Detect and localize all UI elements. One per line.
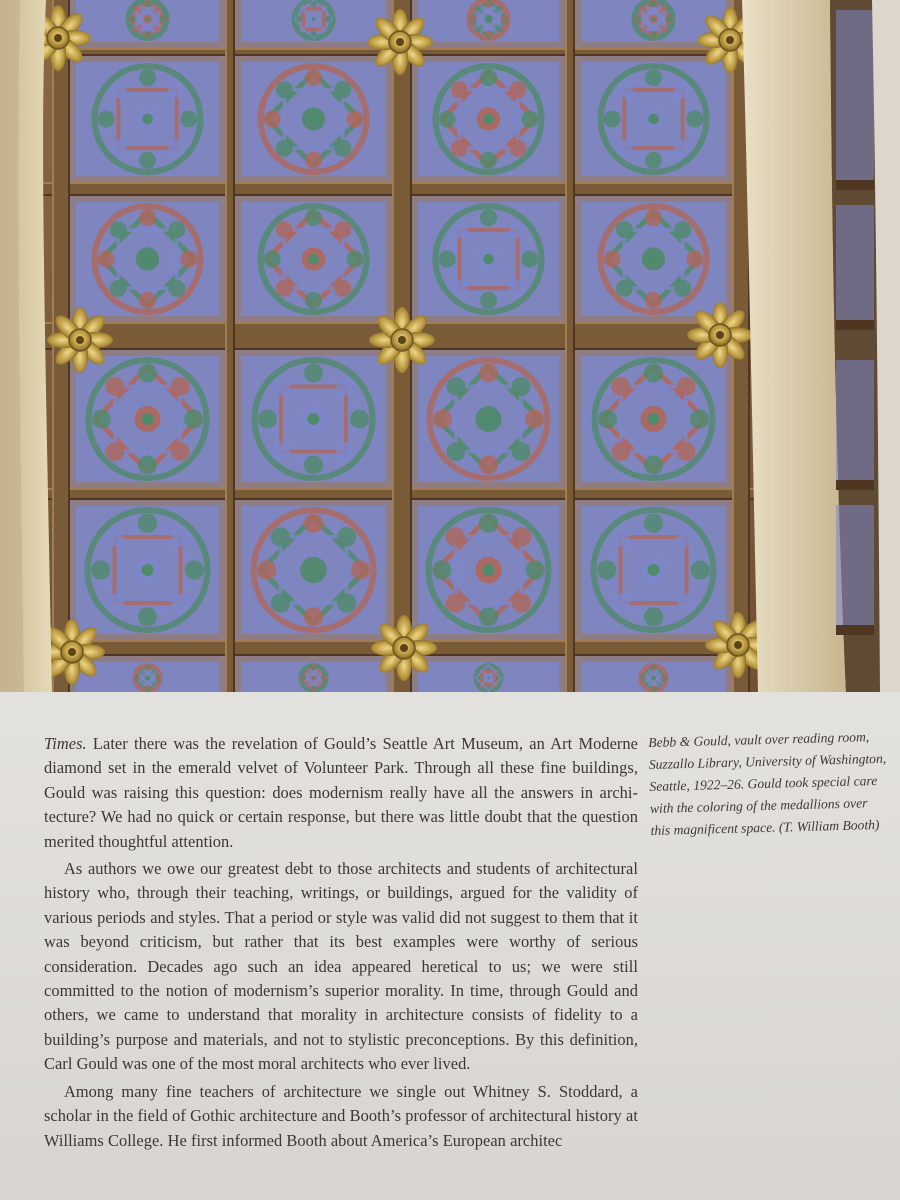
ceiling-panel	[575, 656, 732, 692]
body-paragraph-1	[44, 732, 638, 854]
ceiling-panel	[70, 196, 225, 322]
paragraph-1-text: Later there was the revelation of Gould’s Seattle Art Museum, an Art Moderne diamond set in the emerald velvet of Volunteer Park. Through all these fine buildings, Gould was raising this question: does modernism really have all the answers in architecture? We had no quick or certain response, but there was little doubt that the question merited thoughtful attention.	[44, 734, 638, 851]
ceiling-panel	[412, 56, 565, 182]
side-ceiling-panel	[836, 10, 874, 180]
ceiling-panel	[70, 56, 225, 182]
ceiling-panel	[235, 656, 392, 692]
ceiling-panel	[412, 0, 565, 48]
ceiling-panel	[235, 196, 392, 322]
ceiling-panel	[575, 350, 732, 488]
ceiling-panel	[235, 56, 392, 182]
right-stone-arch	[742, 0, 846, 692]
ceiling-panel	[235, 500, 392, 640]
gilded-rosette-ornament	[47, 307, 113, 373]
ceiling-panel	[575, 500, 732, 640]
ceiling-panel	[235, 350, 392, 488]
gilded-rosette-ornament	[367, 9, 433, 75]
body-paragraph-3: Among many fine teachers of architecture we single out Whitney S. Stoddard, a scholar in the field of Gothic architecture and Booth’s professor of architectural history at Williams College. He first informed Booth about America’s European architec	[44, 1081, 638, 1150]
ceiling-panel	[412, 500, 565, 640]
ceiling-panel	[412, 656, 565, 692]
photo-caption	[648, 726, 891, 842]
side-ceiling-panel	[836, 505, 874, 625]
caption-credit: (T. William Booth)	[778, 816, 880, 835]
gilded-rosette-ornament	[369, 307, 435, 373]
ceiling-panel	[412, 196, 565, 322]
ceiling-panel	[575, 196, 732, 322]
ceiling-panel	[70, 500, 225, 640]
body-paragraph-2: As authors we owe our greatest debt to those architects and students of architectural history who, through their teaching, writings, or buildings, argued for the validity of various periods and styles. That a period or style was valid did not suggest to them that it was beyond criticism, but rather that its best examples were worthy of serious consideration. Decades ago such an idea appeared heretical to us; we were still committed to the notion of modernism’s superior morality. In time, through Gould and others, we came to understand that morality in architecture consists of fidelity to a building’s purpose and materials, and not to stylistic preconceptions. By this definition, Carl Gould was one of the most moral architects who ever lived.	[44, 859, 638, 1074]
ceiling-panel	[70, 0, 225, 48]
paragraph-lead-italic: Times.	[44, 734, 87, 753]
body-text-column	[44, 732, 638, 1153]
gilded-rosette-ornament	[371, 615, 437, 681]
ceiling-panel	[412, 350, 565, 488]
gilded-rosette-ornament	[687, 302, 753, 368]
ceiling-panel	[575, 56, 732, 182]
caption-text: Bebb & Gould, vault over reading room, Suzzallo Library, University of Washington, Seattle, 1922–26. Gould took special care with the coloring of the medallions over this magnificent space.	[648, 729, 887, 838]
side-ceiling-panel	[836, 360, 874, 480]
ceiling-panel	[70, 350, 225, 488]
text-area	[0, 692, 900, 1200]
side-ceiling-panel	[836, 205, 874, 320]
